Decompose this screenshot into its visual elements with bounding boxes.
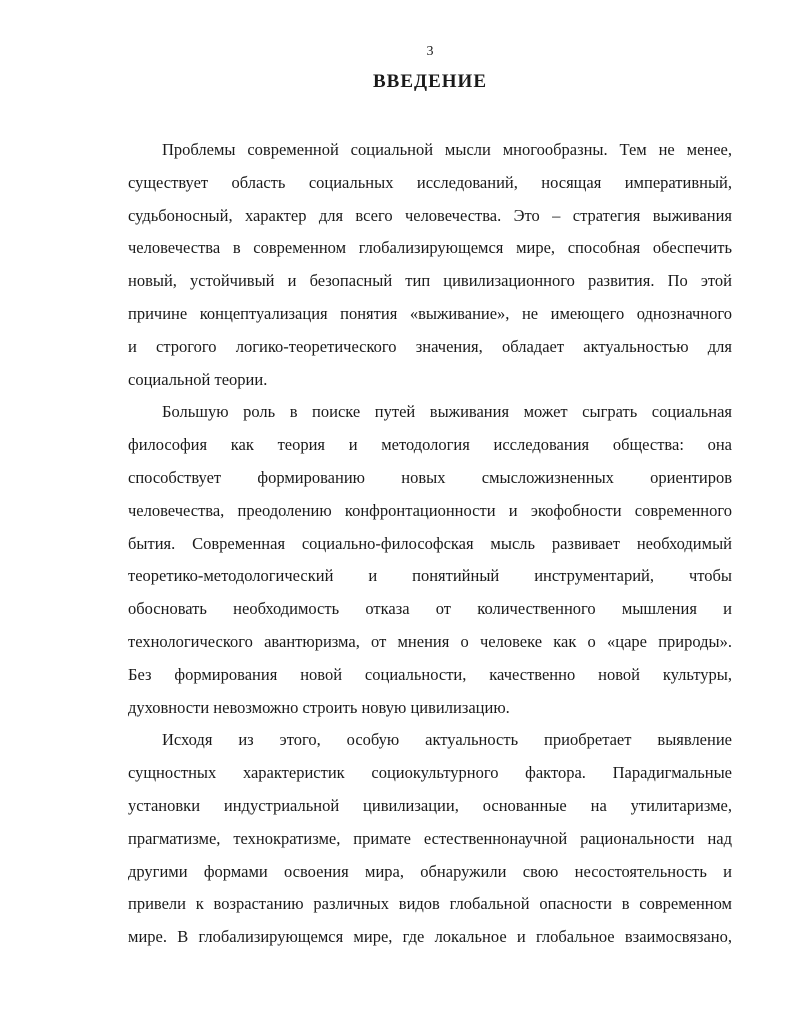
text-line: другими формами освоения мира, обнаружили свою несостоятельность и [128, 861, 732, 881]
text-line: духовности невозможно строить новую цивилизацию. [128, 697, 510, 717]
text-line: установки индустриальной цивилизации, основанные на утилитаризме, [128, 795, 732, 815]
text-line: бытия. Современная социально-философская мысль развивает необходимый [128, 533, 732, 553]
text-line: философия как теория и методология исследования общества: она [128, 435, 732, 455]
text-line: человечества, преодолению конфронтационности и экофобности современного [128, 500, 732, 520]
text-line: сущностных характеристик социокультурного фактора. Парадигмальные [128, 763, 732, 783]
text-line: и строгого логико-теоретического значения, обладает актуальностью для [128, 336, 732, 356]
page-title: ВВЕДЕНИЕ [373, 71, 487, 92]
text-line: Без формирования новой социальности, качественно новой культуры, [128, 664, 732, 684]
text-line: существует область социальных исследований, носящая императивный, [128, 172, 732, 192]
paragraph-3 [128, 724, 732, 954]
text-line: привели к возрастанию различных видов глобальной опасности в современном [128, 894, 732, 914]
text-line: мире. В глобализирующемся мире, где локальное и глобальное взаимосвязано, [128, 927, 732, 947]
body-text [128, 134, 732, 954]
paragraph-2 [128, 396, 732, 724]
text-line: новый, устойчивый и безопасный тип цивилизационного развития. По этой [128, 271, 732, 291]
paragraph-1 [128, 134, 732, 396]
text-line: социальной теории. [128, 369, 268, 389]
page-number: 3 [426, 44, 434, 59]
text-line: прагматизме, технократизме, примате естественнонаучной рациональности над [128, 828, 732, 848]
text-line: способствует формированию новых смысложизненных ориентиров [128, 467, 732, 487]
text-line: Проблемы современной социальной мысли многообразны. Тем не менее, [162, 140, 732, 159]
text-line: Большую роль в поиске путей выживания может сыграть социальная [162, 402, 732, 422]
text-line: технологического авантюризма, от мнения о человеке как о «царе природы». [128, 631, 732, 651]
text-line: причине концептуализация понятия «выживание», не имеющего однозначного [128, 303, 732, 323]
text-line: человечества в современном глобализирующемся мире, способная обеспечить [128, 238, 732, 258]
text-line: обосновать необходимость отказа от количественного мышления и [128, 599, 732, 619]
text-line: судьбоносный, характер для всего человечества. Это – стратегия выживания [128, 205, 732, 225]
text-line: Исходя из этого, особую актуальность приобретает выявление [162, 730, 732, 750]
text-line: теоретико-методологический и понятийный инструментарий, чтобы [128, 566, 732, 586]
